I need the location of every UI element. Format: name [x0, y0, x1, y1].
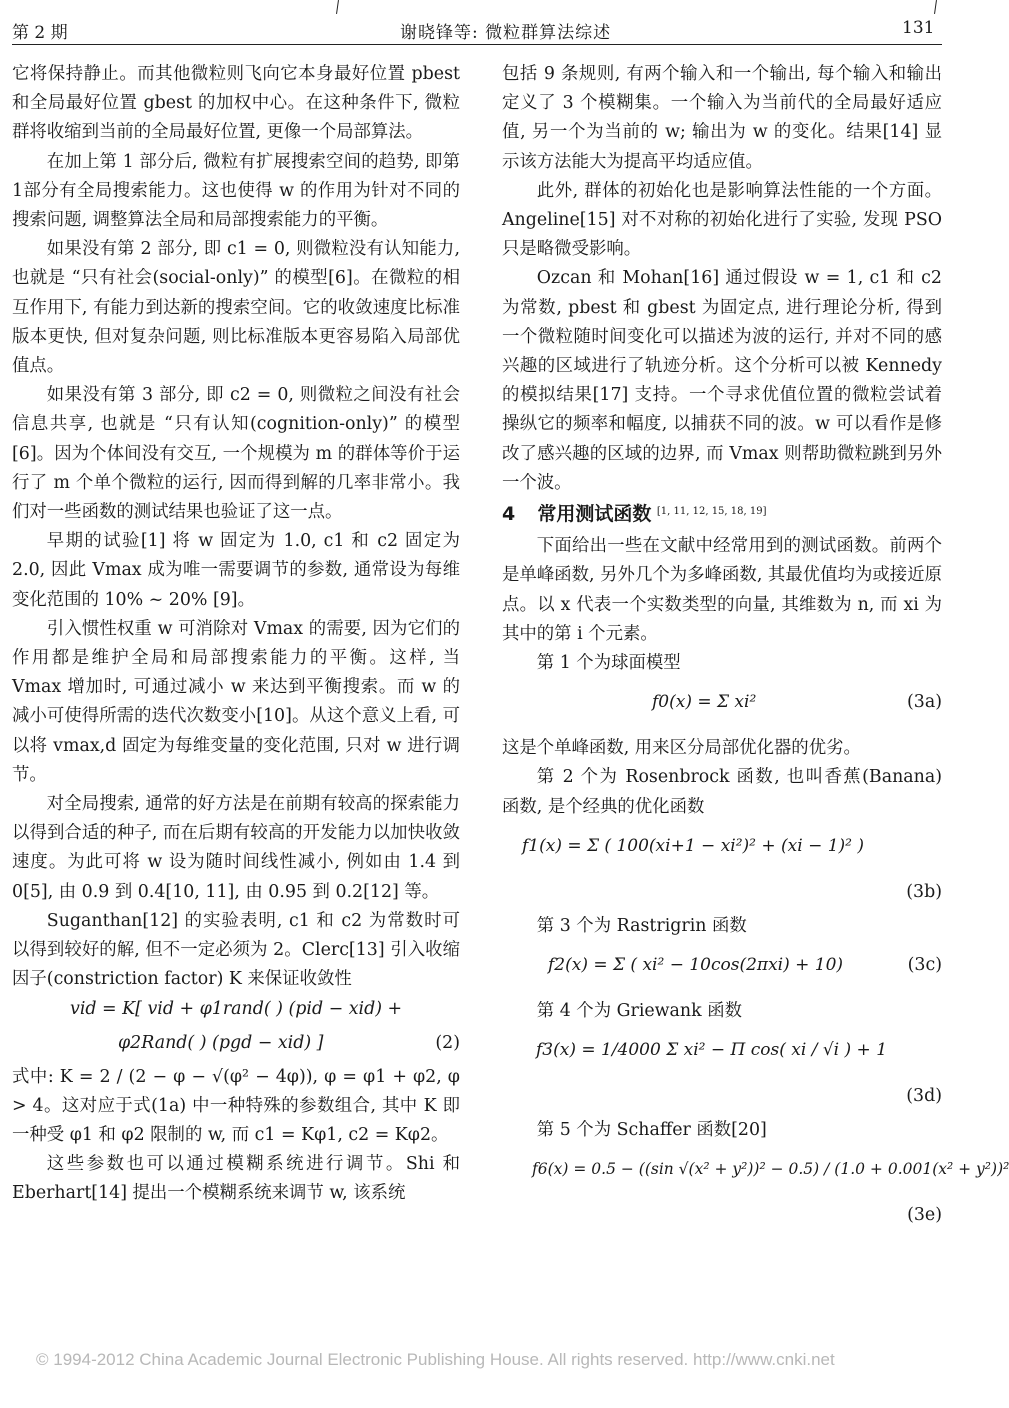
header-rule	[12, 44, 942, 45]
equation-3d-number-line	[502, 1082, 942, 1116]
equation-text: f1(x) = Σ ( 100(xi+1 − xi²)² + (xi − 1)² )	[522, 835, 865, 856]
function-intro: 第 1 个为球面模型	[536, 653, 681, 674]
equation-text: vid = K[ vid + φ1rand( ) (pid − xid) +	[70, 998, 403, 1019]
paragraph: 包括 9 条规则, 有两个输入和一个输出, 每个输入和输出定义了 3 个模糊集。一个输入为当前代的全局最好适应值, 另一个为当前的 w; 输出为 w 的变化。结果[14] 显示该方法能大为提高平均适应值。	[502, 64, 942, 172]
equation-3b-number-line	[502, 878, 942, 912]
equation-3c	[502, 941, 942, 997]
equation-text: f2(x) = Σ ( xi² − 10cos(2πxi) + 10)	[548, 955, 844, 976]
running-title: 谢晓锋等: 微粒群算法综述	[400, 23, 612, 43]
paragraph: 如果没有第 2 部分, 即 c1 = 0, 则微粒没有认知能力, 也就是 “只有社会(social-only)” 的模型[6]。在微粒的相互作用下, 有能力到达新的搜索空间。它的收敛速度比标准版本更快, 但对复杂问题, 则比标准版本更容易陷入局部优值点。	[12, 239, 460, 377]
section-title: 常用测试函数	[537, 503, 652, 526]
issue-label: 第 2 期	[12, 23, 68, 43]
paragraph: 引入惯性权重 w 可消除对 Vmax 的需要, 因为它们的作用都是维护全局和局部搜索能力的平衡。这样, 当 Vmax 增加时, 可通过减小 w 来达到平衡搜索。而 w 的减小可使得所需的迭代次数变小[10]。从这个意义上看, 可以将 vmax,d 固定为每维变量的变化范围, 只对 w 进行调节。	[12, 618, 460, 785]
function-intro: 第 5 个为 Schaffer 函数[20]	[536, 1120, 767, 1141]
equation-3a	[502, 678, 942, 734]
section-number: 4	[502, 503, 516, 526]
paragraph: 这是个单峰函数, 用来区分局部优化器的优劣。	[502, 738, 861, 759]
equation-text: f0(x) = Σ xi²	[652, 692, 757, 713]
paragraph: 它将保持静止。而其他微粒则飞向它本身最好位置 pbest 和全局最好位置 gbest 的加权中心。在这种条件下, 微粒群将收缩到当前的全局最好位置, 更像一个局部算法。	[12, 64, 460, 143]
equation-number: (3a)	[906, 692, 942, 713]
paragraph: 对全局搜索, 通常的好方法是在前期有较高的探索能力以得到合适的种子, 而在后期有较高的开发能力以加快收敛速度。为此可将 w 设为随时间线性减小, 例如由 1.4 到 0[5], 由 0.9 到 0.4[10, 11], 由 0.95 到 0.2[12] 等。	[12, 794, 460, 902]
scan-mark	[336, 0, 339, 14]
paragraph: 早期的试验[1] 将 w 固定为 1.0, c1 和 c2 固定为 2.0, 因此 Vmax 成为唯一需要调节的参数, 通常设为每维变化范围的 10% ~ 20% [9]。	[12, 531, 460, 610]
section-citation: [1, 11, 12, 15, 18, 19]	[656, 506, 767, 518]
paragraph: 如果没有第 3 部分, 即 c2 = 0, 则微粒之间没有社会信息共享, 也就是 “只有认知(cognition-only)” 的模型[6]。因为个体间没有交互, 一个规模为 m 的群体等价于运行了 m 个单个微粒的运行, 因而得到解的几率非常小。我们对一些函数的测试结果也验证了这一点。	[12, 385, 460, 523]
page-header	[0, 0, 950, 46]
equation-2	[12, 995, 460, 1029]
function-intro: 第 4 个为 Griewank 函数	[536, 1001, 742, 1022]
equation-text: φ2Rand( ) (pgd − xid) ]	[118, 1032, 324, 1053]
left-column	[12, 60, 460, 1209]
equation-3e	[502, 1145, 1009, 1201]
paragraph: Suganthan[12] 的实验表明, c1 和 c2 为常数时可以得到较好的解, 但不一定必须为 2。Clerc[13] 引入收缩因子(constriction factor) K 来保证收敛性	[12, 910, 460, 990]
equation-text: f6(x) = 0.5 − ((sin √(x² + y²))² − 0.5) / (1.0 + 0.001(x² + y²))²	[532, 1160, 1009, 1179]
function-intro: 第 3 个为 Rastrigrin 函数	[536, 915, 747, 936]
equation-number: (3e)	[907, 1205, 942, 1226]
paragraph: 这些参数也可以通过模糊系统进行调节。Shi 和 Eberhart[14] 提出一个模糊系统来调节 w, 该系统	[12, 1154, 460, 1204]
paragraph: Ozcan 和 Mohan[16] 通过假设 w = 1, c1 和 c2 为常数, pbest 和 gbest 为固定点, 进行理论分析, 得到一个微粒随时间变化可以描述为波的运行, 并对不同的感兴趣的区域进行了轨迹分析。这个分析可以被 Kennedy 的模拟结果[17] 支持。一个寻求优值位置的微粒尝试着操纵它的频率和幅度, 以捕获不同的波。w 可以看作是修改了感兴趣的区域的边界, 而 Vmax 则帮助微粒跳到另外一个波。	[502, 268, 942, 493]
equation-text: f3(x) = 1/4000 Σ xi² − Π cos( xi / √i ) + 1	[536, 1040, 888, 1061]
equation-2-continued	[12, 1029, 460, 1063]
scan-mark	[934, 0, 937, 14]
section-heading	[502, 500, 942, 530]
equation-number: (3b)	[906, 881, 942, 902]
equation-number: (2)	[435, 1032, 460, 1053]
equation-number: (3c)	[907, 955, 942, 976]
equation-3b	[502, 822, 942, 878]
equation-3d	[502, 1026, 942, 1082]
paragraph: 式中: K = 2 / (2 − φ − √(φ² − 4φ)), φ = φ1 + φ2, φ > 4。这对应于式(1a) 中一种特殊的参数组合, 其中 K 即一种受 φ1 和 φ2 限制的 w, 而 c1 = Kφ1, c2 = Kφ2。	[12, 1066, 460, 1145]
paragraph: 在加上第 1 部分后, 微粒有扩展搜索空间的趋势, 即第1部分有全局搜索能力。这也使得 w 的作用为针对不同的搜索问题, 调整算法全局和局部搜索能力的平衡。	[12, 151, 460, 231]
paragraph: 下面给出一些在文献中经常用到的测试函数。前两个是单峰函数, 另外几个为多峰函数, 其最优值均为或接近原点。以 x 代表一个实数类型的向量, 其维数为 n, 而 xi 为其中的第 i 个元素。	[502, 536, 942, 644]
equation-number: (3d)	[906, 1086, 942, 1107]
right-column	[502, 60, 1009, 1235]
page-number: 131	[902, 18, 935, 38]
function-intro: 第 2 个为 Rosenbrock 函数, 也叫香蕉(Banana) 函数, 是个经典的优化函数	[502, 767, 942, 817]
equation-3e-number-line	[502, 1201, 942, 1235]
paragraph: 此外, 群体的初始化也是影响算法性能的一个方面。Angeline[15] 对不对称的初始化进行了实验, 发现 PSO 只是略微受影响。	[502, 180, 942, 260]
copyright-watermark: © 1994-2012 China Academic Journal Electronic Publishing House. All rights reserved. http://www.cnki.net	[36, 1350, 835, 1369]
